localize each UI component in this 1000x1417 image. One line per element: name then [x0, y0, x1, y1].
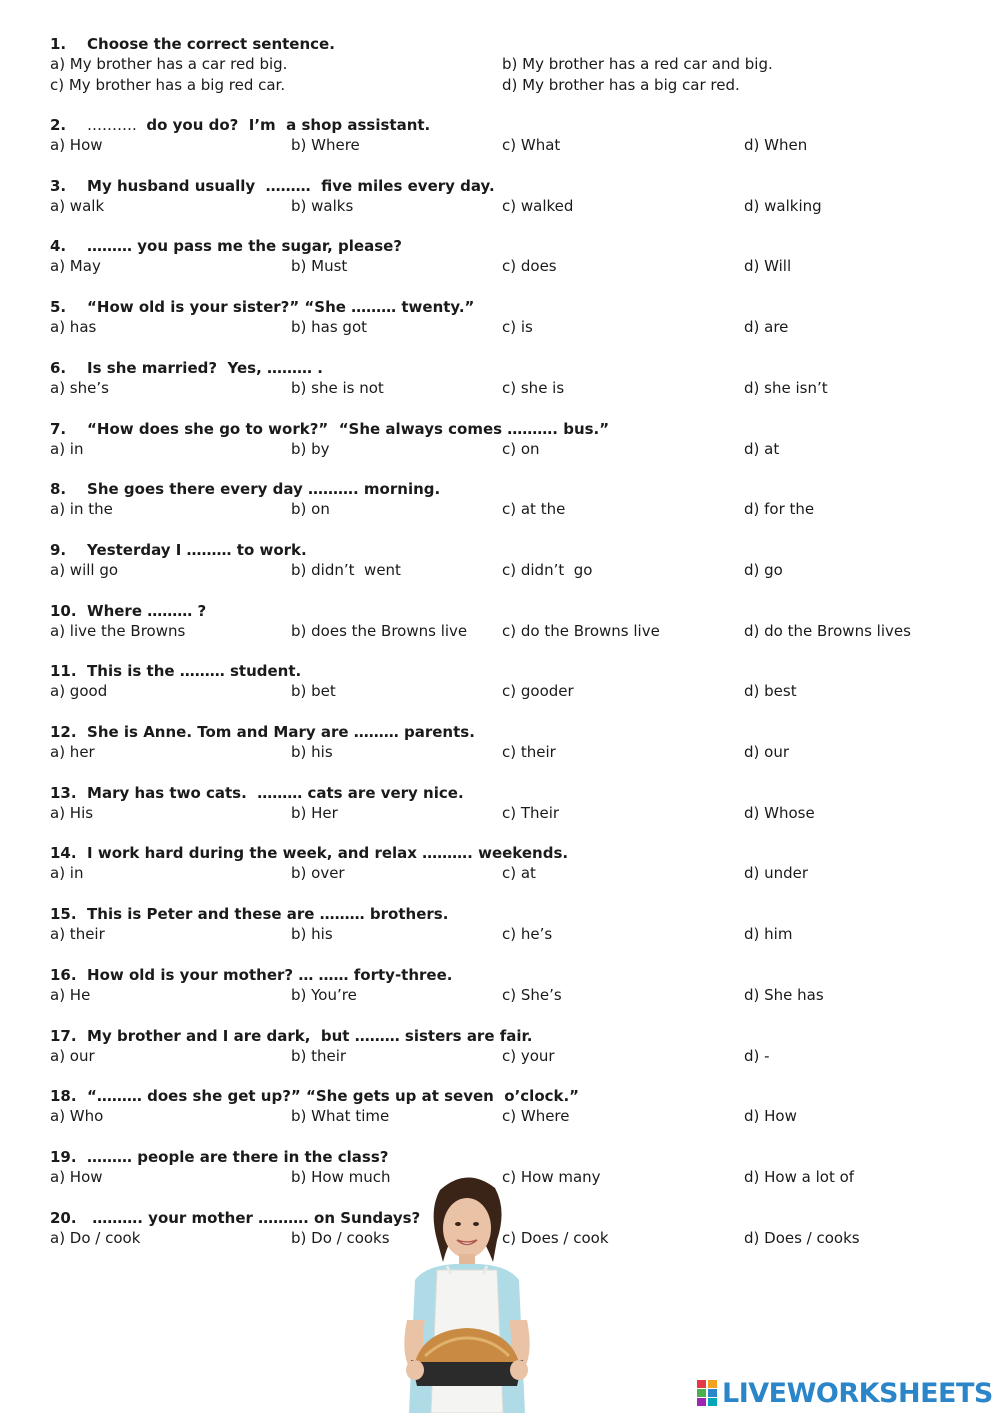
option-c[interactable]: c) at the — [502, 500, 566, 519]
question-number: 7. — [50, 419, 67, 438]
option-c[interactable]: c) he’s — [502, 925, 553, 944]
question-number: 13. — [50, 783, 77, 802]
question-text: “How does she go to work?” “She always comes ………. bus.” — [87, 419, 610, 438]
option-a[interactable]: a) walk — [50, 196, 105, 215]
option-a[interactable]: a) How — [50, 136, 103, 154]
question-number: 11. — [50, 662, 77, 681]
option-d[interactable]: d) Does / cooks — [744, 1228, 860, 1247]
question-2 — [50, 115, 970, 155]
question-text: I work hard during the week, and relax ………. weekends. — [87, 844, 569, 863]
option-a[interactable]: a) in — [50, 439, 84, 458]
option-d[interactable]: d) go — [744, 560, 783, 579]
woman-holding-bread-illustration — [385, 1170, 550, 1413]
question-text: She goes there every day ………. morning. — [87, 480, 441, 499]
question-stem — [50, 176, 970, 196]
question-text: ……… people are there in the class? — [87, 1147, 389, 1166]
question-number: 9. — [50, 540, 67, 559]
option-c[interactable]: c) She’s — [502, 985, 562, 1004]
option-a[interactable]: a) good — [50, 682, 108, 701]
option-d[interactable]: d) - — [744, 1046, 770, 1065]
option-a[interactable]: a) has — [50, 318, 97, 337]
option-d[interactable]: d) When — [744, 136, 808, 154]
option-b[interactable]: b) by — [291, 439, 330, 458]
liveworksheets-logo — [697, 1377, 993, 1409]
question-number: 14. — [50, 844, 77, 863]
question-8 — [50, 479, 970, 519]
question-number: 15. — [50, 905, 77, 924]
option-b[interactable]: b) has got — [291, 318, 368, 337]
question-stem — [50, 115, 970, 135]
question-number: 3. — [50, 176, 67, 195]
question-stem — [50, 661, 970, 681]
question-text: She is Anne. Tom and Mary are ……… parents. — [87, 723, 475, 741]
question-stem — [50, 965, 970, 985]
question-4 — [50, 236, 970, 276]
option-d[interactable]: d) at — [744, 439, 780, 458]
option-b[interactable]: b) their — [291, 1046, 347, 1065]
question-number: 20. — [50, 1208, 77, 1227]
option-b[interactable]: b) she is not — [291, 378, 384, 397]
option-c[interactable]: c) How many — [502, 1167, 601, 1186]
option-c[interactable]: c) do the Browns live — [502, 621, 660, 640]
question-text: “……… does she get up?” “She gets up at seven o’clock.” — [87, 1087, 580, 1106]
option-b[interactable]: b) bet — [291, 682, 336, 701]
option-b[interactable]: b) over — [291, 864, 345, 883]
question-5 — [50, 297, 970, 337]
question-stem — [50, 904, 970, 924]
option-c[interactable]: c) your — [502, 1046, 555, 1065]
liveworksheets-logo-icon — [697, 1378, 719, 1408]
question-9 — [50, 540, 970, 580]
option-a[interactable]: a) His — [50, 803, 94, 822]
option-a[interactable]: a) their — [50, 925, 105, 944]
question-text: My husband usually ……… five miles every day. — [87, 176, 495, 195]
option-d[interactable]: d) Whose — [744, 803, 815, 822]
question-stem — [50, 722, 970, 742]
question-12 — [50, 722, 970, 762]
question-text: Choose the correct sentence. — [87, 35, 335, 53]
option-b[interactable]: b) How much — [291, 1167, 391, 1186]
option-d[interactable]: d) our — [744, 743, 789, 761]
question-number: 4. — [50, 237, 67, 256]
question-number: 17. — [50, 1026, 77, 1045]
question-stem — [50, 358, 970, 378]
option-c[interactable]: c) walked — [502, 196, 574, 215]
option-a[interactable]: a) May — [50, 257, 101, 276]
option-a[interactable]: a) Do / cook — [50, 1228, 141, 1247]
question-text: My brother and I are dark, but ……… sisters are fair. — [87, 1026, 533, 1045]
option-b[interactable]: b) his — [291, 743, 333, 761]
question-number: 12. — [50, 723, 77, 741]
option-d[interactable]: d) How — [744, 1107, 797, 1126]
option-c[interactable]: c) gooder — [502, 682, 574, 701]
option-a[interactable]: a) she’s — [50, 378, 109, 397]
question-text: This is Peter and these are ……… brothers. — [87, 905, 449, 924]
question-text: ………. your mother ………. on Sundays? — [87, 1208, 421, 1227]
question-stem — [50, 1147, 970, 1167]
question-stem — [50, 843, 970, 863]
option-c[interactable]: c) Their — [502, 803, 560, 822]
question-number: 6. — [50, 358, 67, 377]
option-d[interactable]: d) How a lot of — [744, 1167, 855, 1186]
option-b[interactable]: b) does the Browns live — [291, 621, 468, 640]
question-stem — [50, 236, 970, 256]
option-d[interactable]: d) She has — [744, 985, 824, 1004]
question-stem — [50, 34, 970, 54]
option-b[interactable]: b) on — [291, 500, 330, 519]
option-b[interactable]: b) My brother has a red car and big. — [502, 55, 773, 73]
question-text: do you do? I’m a shop assistant. — [146, 116, 431, 134]
question-number: 10. — [50, 601, 77, 620]
question-stem — [50, 479, 970, 499]
question-number: 19. — [50, 1147, 77, 1166]
option-a[interactable]: a) He — [50, 985, 91, 1004]
option-c[interactable]: c) on — [502, 439, 540, 458]
option-c[interactable]: c) she is — [502, 378, 565, 397]
option-d[interactable]: d) she isn’t — [744, 378, 828, 397]
option-d[interactable]: d) him — [744, 925, 793, 944]
option-c[interactable]: c) at — [502, 864, 536, 883]
question-stem — [50, 783, 970, 803]
option-a[interactable]: a) her — [50, 743, 95, 761]
option-a[interactable]: a) will go — [50, 560, 119, 579]
option-a[interactable]: a) My brother has a car red big. — [50, 55, 288, 73]
question-number: 5. — [50, 298, 67, 317]
option-a[interactable]: a) in the — [50, 500, 113, 519]
option-a[interactable]: a) live the Browns — [50, 621, 186, 640]
option-a[interactable]: a) How — [50, 1167, 103, 1186]
question-13 — [50, 783, 970, 823]
question-16 — [50, 965, 970, 1005]
option-c[interactable]: c) their — [502, 743, 556, 761]
option-d[interactable]: d) do the Browns lives — [744, 621, 911, 640]
question-10 — [50, 601, 970, 641]
question-14 — [50, 843, 970, 883]
option-a[interactable]: a) in — [50, 864, 84, 883]
option-b[interactable]: b) Must — [291, 257, 348, 276]
question-17 — [50, 1026, 970, 1066]
option-d[interactable]: d) My brother has a big car red. — [502, 76, 740, 94]
option-b[interactable]: b) didn’t went — [291, 560, 401, 579]
option-b[interactable]: b) walks — [291, 196, 354, 215]
question-stem — [50, 601, 970, 621]
question-number: 1. — [50, 35, 67, 53]
question-text: Is she married? Yes, ……… . — [87, 358, 323, 377]
question-text: Yesterday I ……… to work. — [87, 540, 307, 559]
option-b[interactable]: b) Where — [291, 136, 360, 154]
question-stem — [50, 1026, 970, 1046]
question-number: 16. — [50, 965, 77, 984]
option-c[interactable]: c) What — [502, 136, 561, 154]
question-1 — [50, 34, 970, 96]
option-c[interactable]: c) is — [502, 318, 533, 337]
question-stem — [50, 1086, 970, 1106]
question-blank: ………. — [87, 116, 147, 134]
question-text: Mary has two cats. ……… cats are very nice. — [87, 783, 464, 802]
option-c[interactable]: c) Where — [502, 1107, 570, 1126]
question-text: ……… you pass me the sugar, please? — [87, 237, 403, 256]
question-stem — [50, 419, 970, 439]
question-number: 18. — [50, 1087, 77, 1106]
option-c[interactable]: c) does — [502, 257, 557, 276]
question-18 — [50, 1086, 970, 1126]
question-number: 8. — [50, 480, 67, 499]
option-b[interactable]: b) Do / cooks — [291, 1228, 390, 1247]
option-d[interactable]: d) under — [744, 864, 809, 883]
option-d[interactable]: d) for the — [744, 500, 815, 519]
option-d[interactable]: d) are — [744, 318, 789, 337]
question-stem — [50, 540, 970, 560]
option-c[interactable]: c) My brother has a big red car. — [50, 76, 286, 94]
option-b[interactable]: b) What time — [291, 1107, 390, 1126]
option-d[interactable]: d) best — [744, 682, 797, 701]
question-text: How old is your mother? … …… forty-three. — [87, 965, 453, 984]
option-b[interactable]: b) Her — [291, 803, 338, 822]
option-b[interactable]: b) You’re — [291, 985, 357, 1004]
option-a[interactable]: a) Who — [50, 1107, 104, 1126]
question-stem — [50, 297, 970, 317]
option-c[interactable]: c) didn’t go — [502, 560, 593, 579]
question-text: “How old is your sister?” “She ……… twenty.” — [87, 298, 475, 317]
option-d[interactable]: d) Will — [744, 257, 792, 276]
question-text: Where ……… ? — [87, 601, 207, 620]
option-c[interactable]: c) Does / cook — [502, 1228, 609, 1247]
option-d[interactable]: d) walking — [744, 196, 822, 215]
question-6 — [50, 358, 970, 398]
question-15 — [50, 904, 970, 944]
question-3 — [50, 176, 970, 216]
question-number: 2. — [50, 116, 67, 134]
brand-name: LIVEWORKSHEETS — [722, 1377, 993, 1409]
question-text: This is the ……… student. — [87, 662, 302, 681]
option-b[interactable]: b) his — [291, 925, 333, 944]
question-11 — [50, 661, 970, 701]
option-a[interactable]: a) our — [50, 1046, 95, 1065]
question-7 — [50, 419, 970, 459]
